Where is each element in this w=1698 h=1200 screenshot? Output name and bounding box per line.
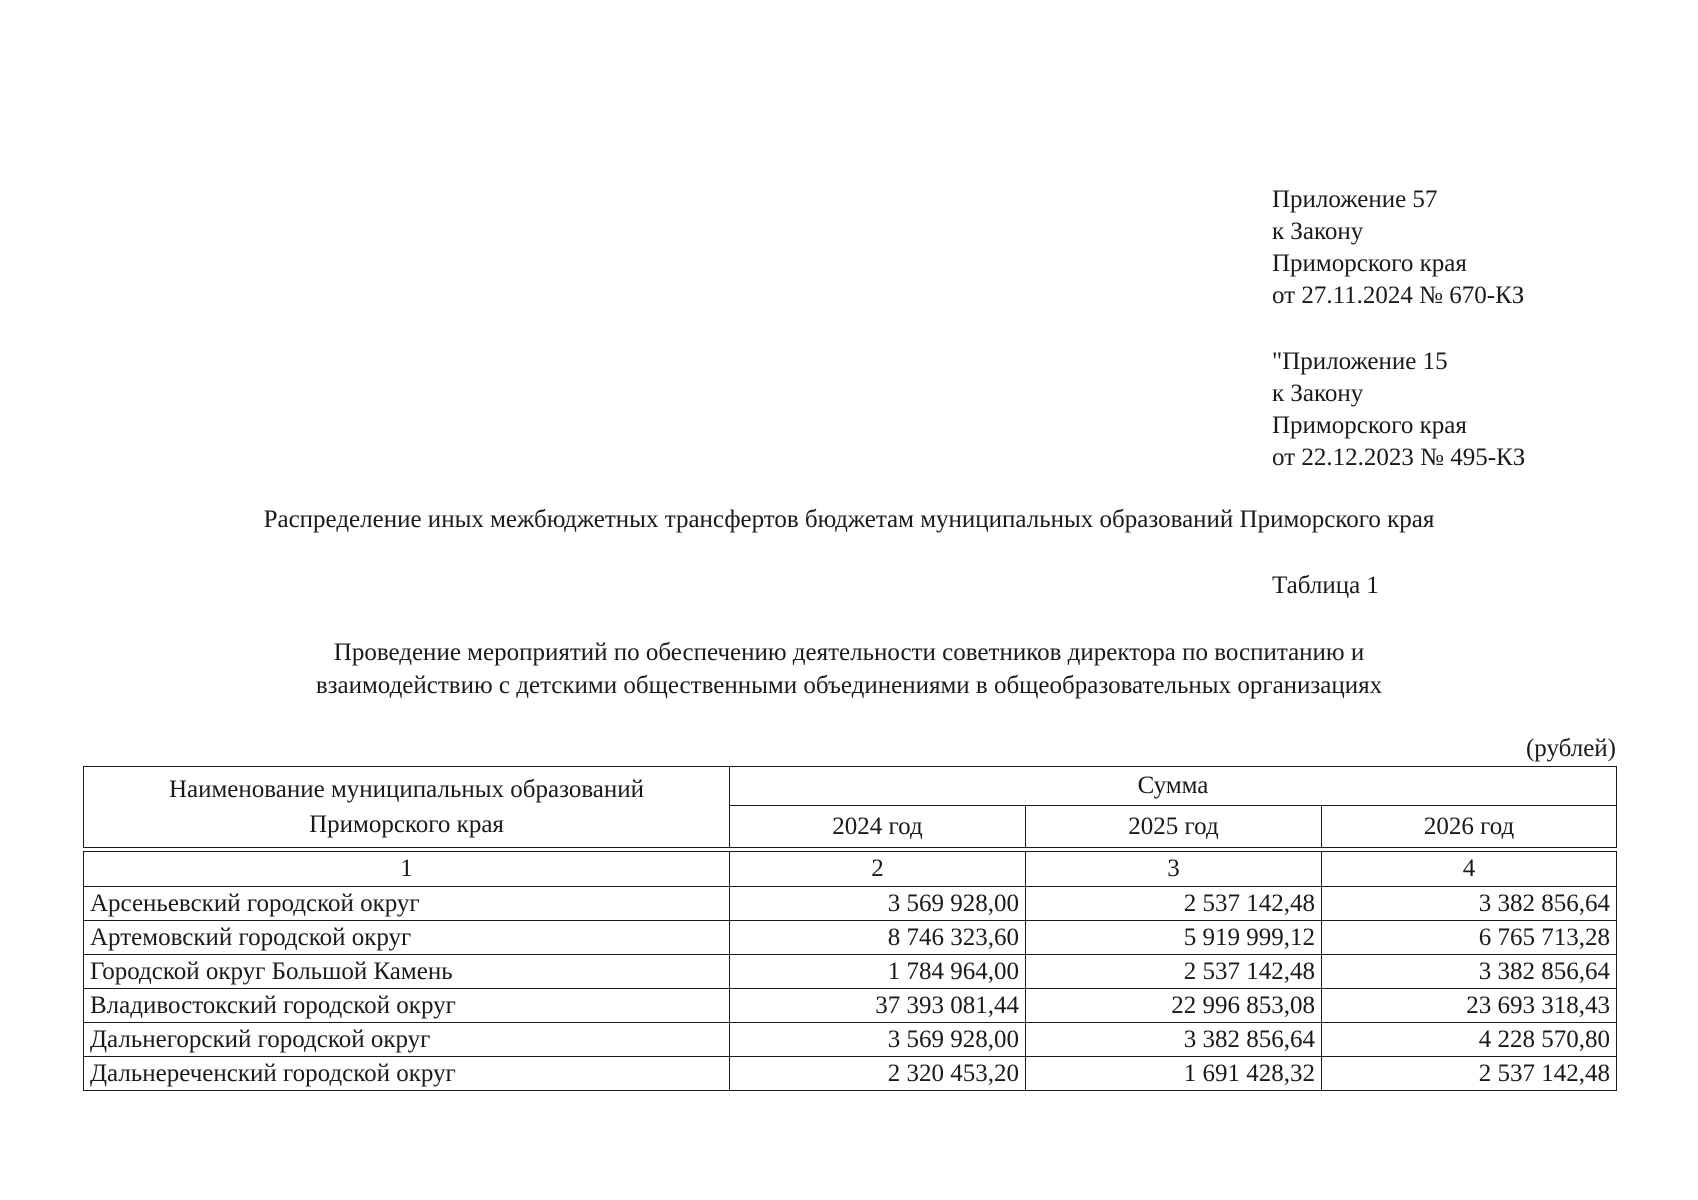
amount-2024: 3 569 928,00	[730, 887, 1026, 921]
amount-2024: 1 784 964,00	[730, 955, 1026, 989]
amount-2026: 3 382 856,64	[1322, 887, 1617, 921]
table-subtitle	[0, 636, 1698, 702]
column-number: 2	[730, 852, 1026, 887]
table-row	[84, 989, 1617, 1023]
amount-2024: 8 746 323,60	[730, 921, 1026, 955]
amount-2024: 3 569 928,00	[730, 1023, 1026, 1057]
column-number-row	[84, 852, 1617, 887]
amount-2025: 22 996 853,08	[1026, 989, 1322, 1023]
amount-2025: 2 537 142,48	[1026, 887, 1322, 921]
amount-2026: 23 693 318,43	[1322, 989, 1617, 1023]
column-number: 4	[1322, 852, 1617, 887]
amount-2024: 2 320 453,20	[730, 1057, 1026, 1091]
original-appendix-region: Приморского края	[1272, 412, 1467, 439]
municipality-name: Городской округ Большой Камень	[84, 955, 730, 989]
subtitle-line-2: взаимодействию с детскими общественными объединениями в общеобразовательных организациях	[315, 672, 1383, 699]
appendix-law-ref: к Закону	[1272, 218, 1364, 245]
table-row	[84, 921, 1617, 955]
appendix-number: Приложение 57	[1272, 186, 1438, 213]
appendix-header	[1272, 184, 1524, 312]
amount-2026: 6 765 713,28	[1322, 921, 1617, 955]
table-label: Таблица 1	[1272, 572, 1379, 599]
transfers-table	[83, 766, 1617, 1091]
original-appendix-header	[1272, 346, 1525, 474]
municipality-header-line-1: Наименование муниципальных образований	[168, 776, 645, 803]
amount-2026: 2 537 142,48	[1322, 1057, 1617, 1091]
amount-2025: 3 382 856,64	[1026, 1023, 1322, 1057]
subtitle-line-1: Проведение мероприятий по обеспечению деятельности советников директора по воспитанию и	[333, 639, 1365, 666]
appendix-region: Приморского края	[1272, 250, 1467, 277]
year-header-2025: 2025 год	[1026, 806, 1322, 848]
table-row	[84, 887, 1617, 921]
municipality-name: Артемовский городской округ	[84, 921, 730, 955]
municipality-name: Владивостокский городской округ	[84, 989, 730, 1023]
amount-2025: 1 691 428,32	[1026, 1057, 1322, 1091]
municipality-name: Дальнегорский городской округ	[84, 1023, 730, 1057]
amount-2026: 3 382 856,64	[1322, 955, 1617, 989]
table-row	[84, 1023, 1617, 1057]
municipality-name: Дальнереченский городской округ	[84, 1057, 730, 1091]
table-row	[84, 955, 1617, 989]
amount-2025: 2 537 142,48	[1026, 955, 1322, 989]
municipality-name: Арсеньевский городской округ	[84, 887, 730, 921]
year-header-2026: 2026 год	[1322, 806, 1617, 848]
column-number: 1	[84, 852, 730, 887]
original-appendix-number: "Приложение 15	[1272, 348, 1448, 375]
amount-2026: 4 228 570,80	[1322, 1023, 1617, 1057]
document-title: Распределение иных межбюджетных трансфертов бюджетам муниципальных образований Приморского края	[263, 506, 1435, 533]
original-appendix-date-number: от 22.12.2023 № 495-КЗ	[1272, 444, 1526, 471]
units-label: (рублей)	[1525, 735, 1616, 762]
appendix-date-number: от 27.11.2024 № 670-КЗ	[1272, 282, 1525, 309]
municipality-column-header	[84, 767, 730, 848]
municipality-header-line-2: Приморского края	[309, 811, 504, 838]
sum-column-header: Сумма	[730, 767, 1617, 806]
table-row	[84, 1057, 1617, 1091]
year-header-2024: 2024 год	[730, 806, 1026, 848]
amount-2024: 37 393 081,44	[730, 989, 1026, 1023]
amount-2025: 5 919 999,12	[1026, 921, 1322, 955]
original-appendix-law-ref: к Закону	[1272, 380, 1364, 407]
column-number: 3	[1026, 852, 1322, 887]
